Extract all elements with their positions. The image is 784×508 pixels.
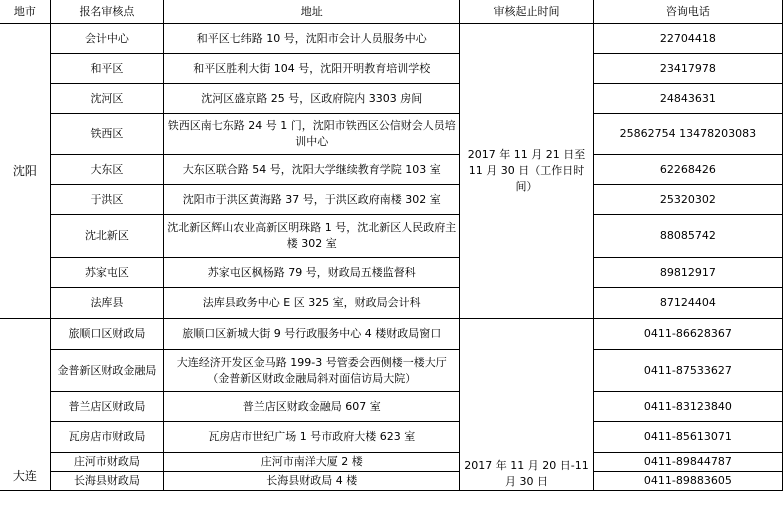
phone-cell: 24843631 bbox=[593, 84, 782, 114]
phone-cell: 89812917 bbox=[593, 258, 782, 288]
office-cell: 普兰店区财政局 bbox=[50, 392, 163, 422]
office-cell: 于洪区 bbox=[50, 185, 163, 215]
header-office: 报名审核点 bbox=[50, 0, 163, 24]
header-phone: 咨询电话 bbox=[593, 0, 782, 24]
city-cell-dalian: 大连 bbox=[0, 319, 50, 491]
phone-cell: 87124404 bbox=[593, 288, 782, 319]
phone-cell: 0411-83123840 bbox=[593, 392, 782, 422]
office-cell: 长海县财政局 bbox=[50, 472, 163, 491]
table-row bbox=[0, 185, 783, 215]
phone-cell: 25320302 bbox=[593, 185, 782, 215]
phone-cell: 0411-89883605 bbox=[593, 472, 782, 491]
table-row bbox=[0, 114, 783, 155]
header-row bbox=[0, 0, 783, 24]
table-row bbox=[0, 215, 783, 258]
phone-cell: 25862754 13478203083 bbox=[593, 114, 782, 155]
phone-cell: 22704418 bbox=[593, 24, 782, 54]
period-cell-dalian: 2017 年 11 月 20 日-11 月 30 日 bbox=[460, 319, 593, 491]
office-cell: 庄河市财政局 bbox=[50, 453, 163, 472]
city-cell-shenyang: 沈阳 bbox=[0, 24, 50, 319]
table-row bbox=[0, 258, 783, 288]
address-cell: 大东区联合路 54 号，沈阳大学继续教育学院 103 室 bbox=[164, 155, 460, 185]
address-cell: 法库县政务中心 E 区 325 室，财政局会计科 bbox=[164, 288, 460, 319]
address-cell: 沈河区盛京路 25 号，区政府院内 3303 房间 bbox=[164, 84, 460, 114]
table-row bbox=[0, 453, 783, 472]
table-row bbox=[0, 319, 783, 350]
phone-cell: 0411-85613071 bbox=[593, 422, 782, 453]
table-row bbox=[0, 392, 783, 422]
address-cell: 普兰店区财政金融局 607 室 bbox=[164, 392, 460, 422]
office-cell: 沈北新区 bbox=[50, 215, 163, 258]
office-cell: 和平区 bbox=[50, 54, 163, 84]
office-cell: 铁西区 bbox=[50, 114, 163, 155]
address-cell: 大连经济开发区金马路 199-3 号管委会西侧楼一楼大厅（金普新区财政金融局斜对面信访局大院） bbox=[164, 350, 460, 392]
address-cell: 铁西区南七东路 24 号 1 门，沈阳市铁西区公信财会人员培训中心 bbox=[164, 114, 460, 155]
period-cell-shenyang: 2017 年 11 月 21 日至 11 月 30 日（工作日时间） bbox=[460, 24, 593, 319]
table-row bbox=[0, 472, 783, 491]
phone-cell: 0411-89844787 bbox=[593, 453, 782, 472]
address-cell: 长海县财政局 4 楼 bbox=[164, 472, 460, 491]
office-cell: 沈河区 bbox=[50, 84, 163, 114]
table-row bbox=[0, 288, 783, 319]
office-cell: 金普新区财政金融局 bbox=[50, 350, 163, 392]
table-row bbox=[0, 24, 783, 54]
office-cell: 瓦房店市财政局 bbox=[50, 422, 163, 453]
address-cell: 和平区胜利大街 104 号，沈阳开明教育培训学校 bbox=[164, 54, 460, 84]
phone-cell: 0411-87533627 bbox=[593, 350, 782, 392]
table-row bbox=[0, 350, 783, 392]
header-period: 审核起止时间 bbox=[460, 0, 593, 24]
address-cell: 苏家屯区枫杨路 79 号，财政局五楼监督科 bbox=[164, 258, 460, 288]
address-cell: 瓦房店市世纪广场 1 号市政府大楼 623 室 bbox=[164, 422, 460, 453]
address-cell: 旅顺口区新城大街 9 号行政服务中心 4 楼财政局窗口 bbox=[164, 319, 460, 350]
phone-cell: 0411-86628367 bbox=[593, 319, 782, 350]
address-cell: 沈阳市于洪区黄海路 37 号，于洪区政府南楼 302 室 bbox=[164, 185, 460, 215]
table-row bbox=[0, 155, 783, 185]
address-cell: 和平区七纬路 10 号，沈阳市会计人员服务中心 bbox=[164, 24, 460, 54]
office-cell: 旅顺口区财政局 bbox=[50, 319, 163, 350]
header-city: 地市 bbox=[0, 0, 50, 24]
office-cell: 大东区 bbox=[50, 155, 163, 185]
address-cell: 沈北新区辉山农业高新区明珠路 1 号，沈北新区人民政府主楼 302 室 bbox=[164, 215, 460, 258]
table-row bbox=[0, 422, 783, 453]
address-cell: 庄河市南洋大厦 2 楼 bbox=[164, 453, 460, 472]
phone-cell: 62268426 bbox=[593, 155, 782, 185]
table-row bbox=[0, 54, 783, 84]
phone-cell: 23417978 bbox=[593, 54, 782, 84]
office-cell: 苏家屯区 bbox=[50, 258, 163, 288]
office-cell: 会计中心 bbox=[50, 24, 163, 54]
header-address: 地址 bbox=[164, 0, 460, 24]
office-cell: 法库县 bbox=[50, 288, 163, 319]
phone-cell: 88085742 bbox=[593, 215, 782, 258]
table-row bbox=[0, 84, 783, 114]
